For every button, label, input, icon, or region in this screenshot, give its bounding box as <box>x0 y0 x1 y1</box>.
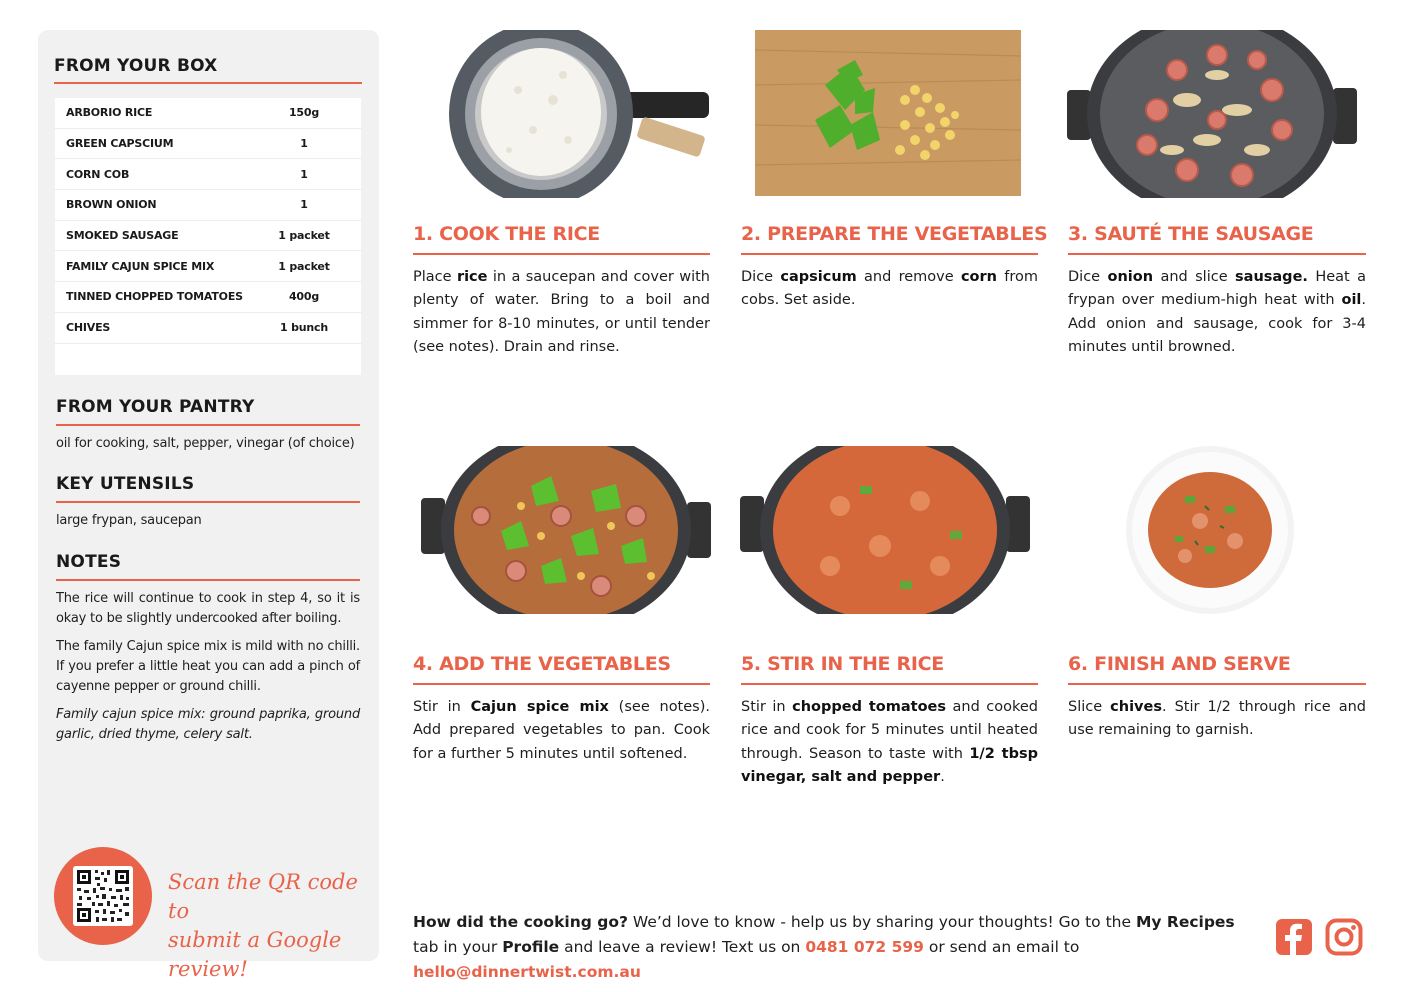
email-link[interactable]: hello@dinnertwist.com.au <box>413 963 641 981</box>
phone-link[interactable]: 0481 072 599 <box>805 938 924 956</box>
step-3-photo <box>1067 30 1357 198</box>
qr-cta-text: Scan the QR code to submit a Google review! <box>168 870 358 981</box>
ingredient-qty: 400g <box>288 290 320 304</box>
ingredients-table <box>55 98 361 375</box>
table-row <box>55 251 361 282</box>
table-row <box>55 313 361 344</box>
step-2-text: Dice capsicum and remove corn from cobs. Set aside. <box>741 269 1039 309</box>
step-5-photo <box>740 446 1030 614</box>
profile-link[interactable]: Profile <box>502 938 560 956</box>
table-row <box>55 159 361 190</box>
divider <box>56 579 360 581</box>
table-row <box>55 98 361 129</box>
note-3: Family cajun spice mix: ground paprika, ground garlic, dried thyme, celery salt. <box>56 707 360 742</box>
utensils-text: large frypan, saucepan <box>56 513 202 528</box>
step-6-title: 6. FINISH AND SERVE <box>1068 653 1291 675</box>
ingredient-qty: 1 packet <box>278 229 330 243</box>
step-5-text: Stir in chopped tomatoes and cooked rice and cook for 5 minutes until heated through. Season to taste with 1/2 tbsp vinegar, salt and pepper. <box>741 699 1039 785</box>
ingredient-name: FAMILY CAJUN SPICE MIX <box>66 259 215 273</box>
notes-title: NOTES <box>56 552 122 572</box>
ingredient-name: TINNED CHOPPED TOMATOES <box>66 290 243 304</box>
divider <box>413 683 710 685</box>
step-2-photo <box>755 30 1021 196</box>
notes-section <box>56 552 360 753</box>
step-6-photo <box>1125 446 1295 614</box>
divider <box>1068 683 1366 685</box>
qr-code-badge[interactable] <box>54 847 152 945</box>
divider <box>1068 253 1366 255</box>
utensils-section <box>56 474 360 531</box>
divider <box>741 253 1038 255</box>
feedback-footer: How did the cooking go? We’d love to know - help us by sharing your thoughts! Go to the My Recipes tab in your Profile and leave a review! Text us on 0481 072 599 or send an email to hello@dinnertwist.com.au <box>413 913 1235 981</box>
table-row <box>55 221 361 252</box>
facebook-icon[interactable] <box>1275 918 1313 956</box>
ingredient-name: SMOKED SAUSAGE <box>66 229 179 243</box>
utensils-title: KEY UTENSILS <box>56 474 195 494</box>
table-row <box>55 129 361 160</box>
ingredient-qty: 1 <box>300 167 308 181</box>
ingredient-name: ARBORIO RICE <box>66 106 153 120</box>
divider <box>741 683 1038 685</box>
step-4-photo <box>421 446 711 614</box>
divider <box>56 501 360 503</box>
ingredient-qty: 150g <box>288 106 320 120</box>
ingredient-qty: 1 bunch <box>280 321 328 335</box>
table-row <box>55 190 361 221</box>
ingredient-qty: 1 <box>300 137 308 151</box>
divider <box>54 82 362 84</box>
step-3-text: Dice onion and slice sausage. Heat a frypan over medium-high heat with oil. Add onion and sausage, cook for 3-4 minutes until browned. <box>1068 269 1366 355</box>
step-1-text: Place rice in a saucepan and cover with plenty of water. Bring to a boil and simmer for 8-10 minutes, or until tender (see notes). Drain and rinse. <box>413 269 710 355</box>
ingredient-name: BROWN ONION <box>66 198 157 212</box>
ingredients-sidebar <box>38 30 379 981</box>
step-6-text: Slice chives. Stir 1/2 through rice and use remaining to garnish. <box>1068 699 1366 739</box>
table-row <box>55 282 361 313</box>
step-4-text: Stir in Cajun spice mix (see notes). Add prepared vegetables to pan. Cook for a further 5 minutes until softened. <box>413 699 710 762</box>
step-5-title: 5. STIR IN THE RICE <box>741 653 944 675</box>
divider <box>56 424 360 426</box>
ingredient-name: CHIVES <box>66 321 111 335</box>
step-2-title: 2. PREPARE THE VEGETABLES <box>741 223 1048 245</box>
pantry-text: oil for cooking, salt, pepper, vinegar (of choice) <box>56 436 355 451</box>
step-4-title: 4. ADD THE VEGETABLES <box>413 653 671 675</box>
step-1-photo <box>413 30 711 198</box>
step-3-title: 3. SAUTÉ THE SAUSAGE <box>1068 223 1314 245</box>
pantry-section <box>56 397 360 454</box>
note-1: The rice will continue to cook in step 4, so it is okay to be slightly undercooked after boiling. <box>56 591 360 626</box>
ingredient-qty: 1 <box>300 198 308 212</box>
qr-code-icon[interactable] <box>73 866 133 926</box>
my-recipes-link[interactable]: My Recipes <box>1135 913 1235 931</box>
footer-question: How did the cooking go? <box>413 913 628 931</box>
divider <box>413 253 710 255</box>
ingredient-name: CORN COB <box>66 167 130 181</box>
step-1-title: 1. COOK THE RICE <box>413 223 600 245</box>
instagram-icon[interactable] <box>1325 918 1363 956</box>
pantry-title: FROM YOUR PANTRY <box>56 397 255 417</box>
ingredient-qty: 1 packet <box>278 259 330 273</box>
note-2: The family Cajun spice mix is mild with no chilli. If you prefer a little heat you can add a pinch of cayenne pepper or ground chilli. <box>56 639 360 694</box>
from-your-box-title: FROM YOUR BOX <box>54 56 218 76</box>
ingredient-name: GREEN CAPSCIUM <box>66 137 174 151</box>
